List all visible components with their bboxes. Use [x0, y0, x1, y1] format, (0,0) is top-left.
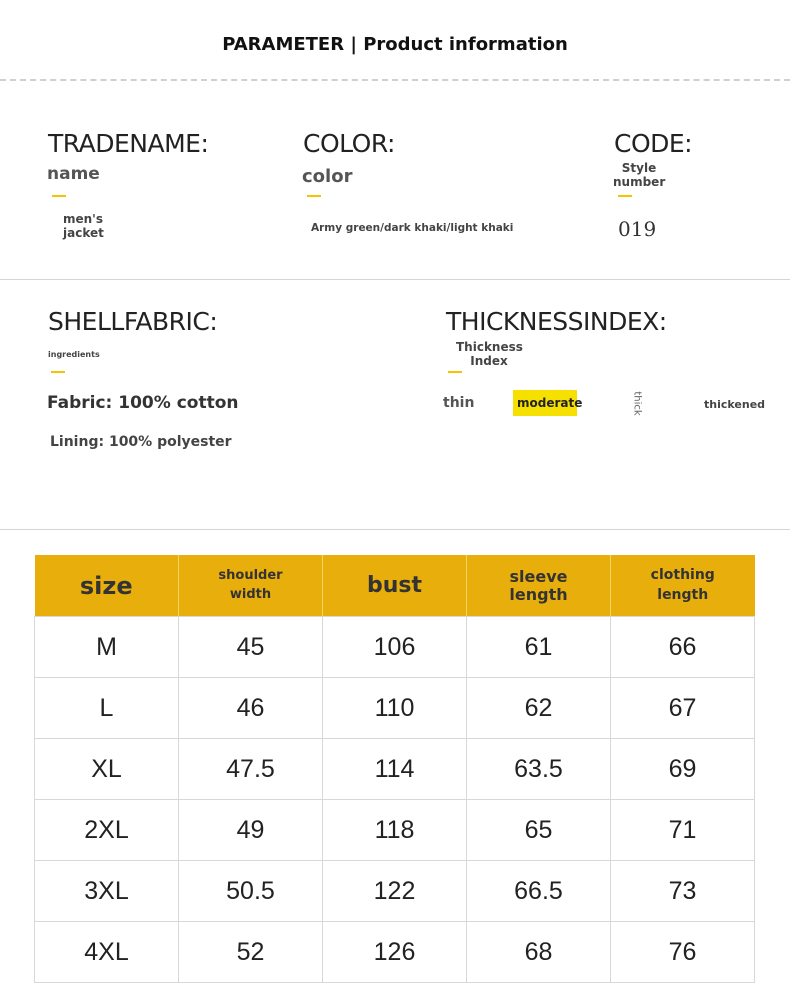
- cell-size: 2XL: [35, 800, 179, 861]
- cell-size: 4XL: [35, 922, 179, 983]
- tradename-sub: name: [47, 164, 100, 184]
- shellfabric-sub: ingredients: [48, 350, 100, 359]
- cell-sleeve-length: 66.5: [467, 861, 611, 922]
- cell-shoulder-width: 45: [179, 617, 323, 678]
- size-table-header: [35, 555, 755, 617]
- cell-clothing-length: 66: [611, 617, 755, 678]
- shellfabric-label: SHELLFABRIC:: [48, 307, 218, 336]
- cell-shoulder-width: 47.5: [179, 739, 323, 800]
- table-row: [35, 861, 755, 922]
- cell-shoulder-width: 46: [179, 678, 323, 739]
- cell-bust: 118: [323, 800, 467, 861]
- cell-clothing-length: 69: [611, 739, 755, 800]
- page-title: PARAMETER | Product information: [222, 34, 568, 55]
- cell-sleeve-length: 63.5: [467, 739, 611, 800]
- cell-size: XL: [35, 739, 179, 800]
- thickness-option-moderate: moderate: [513, 390, 577, 416]
- thickness-option-thin: thin: [443, 395, 475, 411]
- cell-bust: 114: [323, 739, 467, 800]
- code-label: CODE:: [614, 129, 693, 158]
- cell-clothing-length: 67: [611, 678, 755, 739]
- cell-size: M: [35, 617, 179, 678]
- header-shoulder-width: shoulder width: [179, 555, 323, 617]
- accent-dash: [51, 371, 65, 373]
- cell-clothing-length: 71: [611, 800, 755, 861]
- code-value: 019: [618, 217, 657, 241]
- dashed-divider: [0, 79, 790, 81]
- cell-bust: 110: [323, 678, 467, 739]
- table-row: [35, 922, 755, 983]
- cell-shoulder-width: 50.5: [179, 861, 323, 922]
- cell-sleeve-length: 65: [467, 800, 611, 861]
- color-label: COLOR:: [303, 129, 395, 158]
- fabric-text: Fabric: 100% cotton: [47, 393, 239, 413]
- header-bust: bust: [323, 555, 467, 617]
- color-sub: color: [302, 166, 353, 187]
- cell-shoulder-width: 52: [179, 922, 323, 983]
- table-row: [35, 800, 755, 861]
- cell-bust: 106: [323, 617, 467, 678]
- lining-text: Lining: 100% polyester: [50, 434, 232, 450]
- cell-sleeve-length: 62: [467, 678, 611, 739]
- cell-clothing-length: 76: [611, 922, 755, 983]
- thickness-sub: Thickness Index: [456, 340, 523, 368]
- thickness-option-thickened: thickened: [704, 398, 766, 411]
- section-divider: [0, 529, 790, 530]
- accent-dash: [448, 371, 462, 373]
- size-table: [34, 555, 755, 983]
- cell-size: L: [35, 678, 179, 739]
- color-value: Army green/dark khaki/light khaki: [311, 222, 514, 234]
- table-row: [35, 617, 755, 678]
- header-sleeve-length: sleeve length: [467, 555, 611, 617]
- table-row: [35, 678, 755, 739]
- accent-dash: [52, 195, 66, 197]
- thickness-label: THICKNESSINDEX:: [446, 307, 667, 336]
- cell-shoulder-width: 49: [179, 800, 323, 861]
- table-row: [35, 739, 755, 800]
- thickness-option-thick: thick: [631, 391, 643, 416]
- cell-bust: 126: [323, 922, 467, 983]
- header-clothing-length: clothing length: [611, 555, 755, 617]
- cell-sleeve-length: 68: [467, 922, 611, 983]
- accent-dash: [618, 195, 632, 197]
- tradename-value: men's jacket: [63, 212, 104, 240]
- cell-bust: 122: [323, 861, 467, 922]
- accent-dash: [307, 195, 321, 197]
- code-sub: Style number: [613, 161, 666, 189]
- cell-size: 3XL: [35, 861, 179, 922]
- cell-sleeve-length: 61: [467, 617, 611, 678]
- tradename-label: TRADENAME:: [48, 129, 209, 158]
- section-divider: [0, 279, 790, 280]
- header-size: size: [35, 555, 179, 617]
- cell-clothing-length: 73: [611, 861, 755, 922]
